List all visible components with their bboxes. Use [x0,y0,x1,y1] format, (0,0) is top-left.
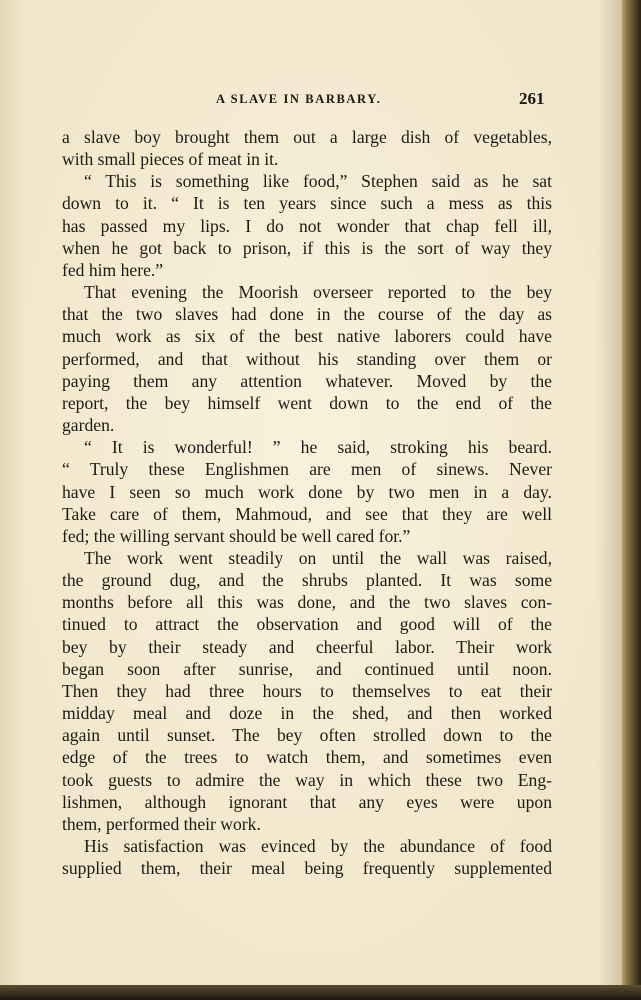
paragraph-line: tinued to attract the observation and good will of the [62,614,552,635]
paragraph-line: down to it. “ It is ten years since such a mess as this [62,193,552,214]
paragraph-line: a slave boy brought them out a large dish of vegetables, [62,127,552,147]
paragraph-line: bey by their steady and cheerful labor. Their work [62,636,552,657]
running-title: A SLAVE IN BARBARY. [216,92,382,106]
paragraph-line: has passed my lips. I do not wonder that chap fell ill, [62,215,552,236]
paragraph-line: Then they had three hours to themselves to eat their [62,680,552,701]
paragraph-line: again until sunset. The bey often strolled down to the [62,725,552,746]
paragraph-line: with small pieces of meat in it. [62,149,279,170]
paragraph-line: “ This is something like food,” Stephen said as he sat [84,171,552,192]
paragraph-line: that the two slaves had done in the course of the day as [62,304,552,325]
paragraph-line: edge of the trees to watch them, and sometimes even [62,747,552,768]
paragraph-line: months before all this was done, and the two slaves con- [62,592,552,613]
paragraph-line: took guests to admire the way in which these two Eng- [62,769,552,790]
paragraph-line: the ground dug, and the shrubs planted. It was some [62,570,552,591]
paragraph-line: fed him here.” [62,259,164,280]
paragraph-line: much work as six of the best native laborers could have [62,326,552,347]
page-number: 261 [519,89,545,108]
body-text [62,126,552,879]
paragraph-line: fed; the willing servant should be well cared for.” [62,525,411,546]
paragraph-line: His satisfaction was evinced by the abundance of food [84,836,552,856]
paragraph-line: “ Truly these Englishmen are men of sinews. Never [62,459,552,480]
paragraph-line: midday meal and doze in the shed, and then worked [62,703,552,724]
bottom-edge-shadow [0,985,641,1000]
paragraph-line: have I seen so much work done by two men in a day. [62,481,552,502]
paragraph-line: began soon after sunrise, and continued until noon. [62,658,552,679]
paragraph-line: supplied them, their meal being frequently supplemented [62,858,552,879]
paragraph-line: The work went steadily on until the wall was raised, [84,547,552,568]
page-edge-shadow [622,0,641,1000]
paragraph-line: paying them any attention whatever. Moved by the [62,370,552,391]
paragraph-line: garden. [62,415,115,436]
paragraph-line: when he got back to prison, if this is the sort of way they [62,237,552,258]
paragraph-line: report, the bey himself went down to the end of the [62,392,552,413]
paragraph-line: performed, and that without his standing over them or [62,348,552,369]
paragraph-line: them, performed their work. [62,813,261,834]
paragraph-line: “ It is wonderful! ” he said, stroking his beard. [84,437,552,458]
paragraph-line: Take care of them, Mahmoud, and see that they are well [62,503,552,524]
paragraph-line: lishmen, although ignorant that any eyes were upon [62,791,552,812]
running-head [0,89,622,114]
paragraph-line: That evening the Moorish overseer reported to the bey [84,282,552,303]
